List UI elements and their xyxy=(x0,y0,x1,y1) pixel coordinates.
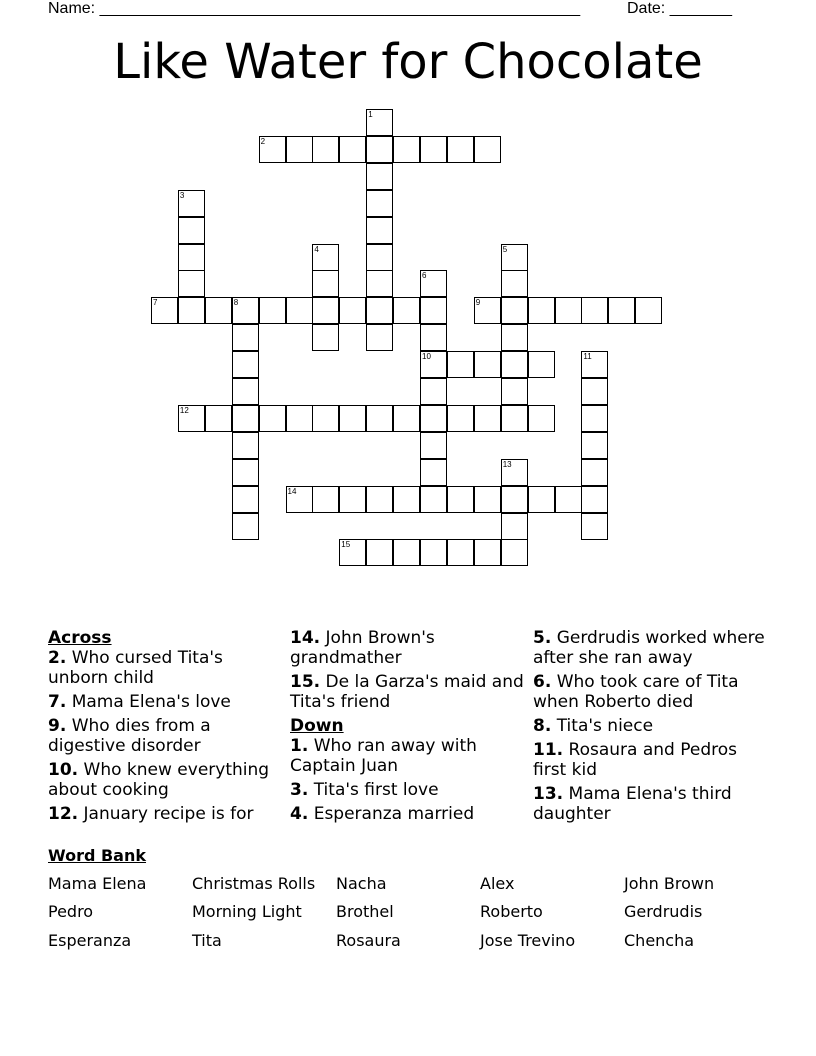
word-bank-item: Gerdrudis xyxy=(624,902,703,921)
grid-cell[interactable] xyxy=(393,405,420,432)
clue-label: 10. xyxy=(48,760,79,780)
grid-cell[interactable] xyxy=(366,136,393,163)
clue-label: 3. xyxy=(290,780,309,800)
clue-number: 1 xyxy=(368,110,373,119)
grid-cell[interactable] xyxy=(474,486,501,513)
grid-cell[interactable] xyxy=(232,459,259,486)
clue-label: 11. xyxy=(533,740,564,760)
grid-cell[interactable] xyxy=(447,539,474,566)
grid-cell[interactable] xyxy=(555,297,582,324)
word-bank-item: Roberto xyxy=(480,902,543,921)
grid-cell[interactable] xyxy=(447,405,474,432)
clue-label: 13. xyxy=(533,784,564,804)
clue-label: 2. xyxy=(48,648,67,668)
clue-label: 14. xyxy=(290,628,321,648)
grid-cell[interactable] xyxy=(501,405,528,432)
clue: 13. Mama Elena's third daughter xyxy=(533,784,732,824)
grid-cell[interactable] xyxy=(474,136,501,163)
grid-cell[interactable] xyxy=(259,405,286,432)
grid-cell[interactable] xyxy=(259,297,286,324)
grid-cell[interactable] xyxy=(232,405,259,432)
grid-cell[interactable] xyxy=(420,297,447,324)
grid-cell[interactable] xyxy=(420,432,447,459)
grid-cell[interactable] xyxy=(312,297,339,324)
clue-label: 5. xyxy=(533,628,552,648)
clue-label: 12. xyxy=(48,804,79,824)
clue-label: 9. xyxy=(48,716,67,736)
grid-cell[interactable] xyxy=(205,405,232,432)
grid-cell[interactable] xyxy=(366,190,393,217)
grid-cell[interactable] xyxy=(366,297,393,324)
grid-cell[interactable] xyxy=(528,297,555,324)
clue-number: 11 xyxy=(583,352,592,362)
grid-cell[interactable] xyxy=(339,405,366,432)
word-bank-item: Pedro xyxy=(48,902,94,921)
grid-cell[interactable] xyxy=(312,405,339,432)
down-clues xyxy=(290,736,530,824)
clues-column-1 xyxy=(48,628,288,828)
grid-cell[interactable] xyxy=(581,459,608,486)
clue-number: 15 xyxy=(341,540,351,550)
clue-number: 5 xyxy=(502,244,508,254)
grid-cell[interactable] xyxy=(232,324,259,351)
word-bank-item: Chencha xyxy=(624,931,695,950)
grid-cell[interactable] xyxy=(232,351,259,378)
grid-cell[interactable] xyxy=(232,486,259,513)
clue-number: 7 xyxy=(153,298,158,308)
grid-cell[interactable] xyxy=(474,405,501,432)
grid-cell[interactable] xyxy=(528,405,555,432)
grid-cell[interactable] xyxy=(581,297,608,324)
clue: 3. Tita's first love xyxy=(290,780,439,800)
grid-cell[interactable] xyxy=(286,405,313,432)
grid-cell[interactable] xyxy=(420,486,447,513)
clue-number: 8 xyxy=(233,298,239,308)
clue: 9. Who dies from a digestive disorder xyxy=(48,716,211,756)
grid-cell[interactable] xyxy=(178,270,205,297)
down-heading: Down xyxy=(290,716,344,736)
clue-number: 12 xyxy=(179,405,189,415)
word-bank-item: Jose Trevino xyxy=(480,931,576,950)
grid-cell[interactable] xyxy=(366,405,393,432)
grid-cell[interactable] xyxy=(178,244,205,271)
clue: 4. Esperanza married xyxy=(290,804,475,824)
clue-label: 15. xyxy=(290,672,321,692)
clue-number: 10 xyxy=(422,352,431,362)
grid-cell[interactable] xyxy=(393,297,420,324)
grid-cell[interactable] xyxy=(178,217,205,244)
grid-cell[interactable] xyxy=(312,486,339,513)
name-line[interactable]: Name: ______________________________________________________ xyxy=(48,0,581,17)
clue: 6. Who took care of Tita when Roberto died xyxy=(533,672,739,712)
grid-cell[interactable] xyxy=(501,513,528,540)
grid-cell[interactable] xyxy=(232,378,259,405)
grid-cell[interactable] xyxy=(635,297,662,324)
grid-cell[interactable] xyxy=(501,539,528,566)
grid-cell[interactable] xyxy=(286,297,313,324)
grid-cell[interactable] xyxy=(178,297,205,324)
across-clues-continued xyxy=(290,628,530,712)
clue-label: 7. xyxy=(48,692,67,712)
grid-cell[interactable] xyxy=(420,378,447,405)
grid-cell[interactable] xyxy=(528,351,555,378)
grid-cell[interactable] xyxy=(501,324,528,351)
word-bank-title: Word Bank xyxy=(48,846,147,865)
grid-cell[interactable] xyxy=(581,513,608,540)
grid-cell[interactable] xyxy=(232,432,259,459)
word-bank-item: Rosaura xyxy=(336,931,401,950)
grid-cell[interactable] xyxy=(581,378,608,405)
grid-cell[interactable] xyxy=(366,486,393,513)
clues-column-3 xyxy=(533,628,773,828)
grid-cell[interactable] xyxy=(420,539,447,566)
grid-cell[interactable] xyxy=(339,136,366,163)
clue-number: 14 xyxy=(287,486,297,496)
grid-cell[interactable] xyxy=(447,136,474,163)
grid-cell[interactable] xyxy=(420,405,447,432)
word-bank-item: Tita xyxy=(192,931,222,950)
grid-cell[interactable] xyxy=(339,486,366,513)
grid-cell[interactable] xyxy=(312,324,339,351)
word-bank-item: John Brown xyxy=(624,874,715,893)
word-bank-item: Esperanza xyxy=(48,931,132,950)
date-line[interactable]: Date: _______ xyxy=(627,0,732,17)
clue: 2. Who cursed Tita's unborn child xyxy=(48,648,223,688)
clue-label: 8. xyxy=(533,716,552,736)
clue: 1. Who ran away with Captain Juan xyxy=(290,736,477,776)
grid-cell[interactable] xyxy=(555,486,582,513)
clue-number: 9 xyxy=(475,298,481,308)
grid-cell[interactable] xyxy=(339,297,366,324)
grid-cell[interactable] xyxy=(366,324,393,351)
grid-cell[interactable] xyxy=(286,136,313,163)
clue: 12. January recipe is for xyxy=(48,804,254,824)
grid-cell[interactable] xyxy=(205,297,232,324)
grid-cell[interactable] xyxy=(528,486,555,513)
across-heading: Across xyxy=(48,628,112,648)
grid-cell[interactable] xyxy=(366,270,393,297)
grid-cell[interactable] xyxy=(366,163,393,190)
clue-number: 4 xyxy=(314,244,319,254)
grid-cell[interactable] xyxy=(501,351,528,378)
clue-number: 6 xyxy=(422,271,427,281)
clue: 10. Who knew everything about cooking xyxy=(48,760,270,800)
clue: 5. Gerdrudis worked where after she ran away xyxy=(533,628,765,668)
word-bank-item: Brothel xyxy=(336,902,394,921)
clue-label: 4. xyxy=(290,804,309,824)
grid-cell[interactable] xyxy=(366,539,393,566)
grid-cell[interactable] xyxy=(501,378,528,405)
word-bank-item: Alex xyxy=(480,874,515,893)
word-bank-item: Christmas Rolls xyxy=(192,874,316,893)
grid-cell[interactable] xyxy=(581,405,608,432)
grid-cell[interactable] xyxy=(232,513,259,540)
grid-cell[interactable] xyxy=(393,136,420,163)
clue: 11. Rosaura and Pedros first kid xyxy=(533,740,737,780)
clues-column-2 xyxy=(290,628,530,828)
clue-number: 3 xyxy=(179,190,185,200)
grid-cell[interactable] xyxy=(501,270,528,297)
grid-cell[interactable] xyxy=(420,136,447,163)
grid-cell[interactable] xyxy=(501,297,528,324)
down-clues-continued xyxy=(533,628,773,824)
grid-cell[interactable] xyxy=(366,244,393,271)
page-title: Like Water for Chocolate xyxy=(113,34,703,90)
clue: 14. John Brown's grandmather xyxy=(290,628,435,668)
grid-cell[interactable] xyxy=(393,539,420,566)
clue-label: 1. xyxy=(290,736,309,756)
grid-cell[interactable] xyxy=(474,351,501,378)
word-bank-item: Morning Light xyxy=(192,902,302,921)
clue-label: 6. xyxy=(533,672,552,692)
clue-number: 2 xyxy=(260,136,266,146)
grid-cell[interactable] xyxy=(312,270,339,297)
across-clues xyxy=(48,648,288,824)
clue: 8. Tita's niece xyxy=(533,716,654,736)
grid-cell[interactable] xyxy=(393,486,420,513)
grid-cell[interactable] xyxy=(447,486,474,513)
word-bank-item: Mama Elena xyxy=(48,874,147,893)
clue: 15. De la Garza's maid and Tita's friend xyxy=(290,672,524,712)
clue: 7. Mama Elena's love xyxy=(48,692,231,712)
grid-cell[interactable] xyxy=(447,351,474,378)
grid-cell[interactable] xyxy=(312,136,339,163)
grid-cell[interactable] xyxy=(474,539,501,566)
grid-cell[interactable] xyxy=(608,297,635,324)
clue-number: 13 xyxy=(502,459,512,469)
grid-cell[interactable] xyxy=(581,432,608,459)
grid-cell[interactable] xyxy=(420,324,447,351)
grid-cell[interactable] xyxy=(581,486,608,513)
grid-cell[interactable] xyxy=(366,217,393,244)
grid-cell[interactable] xyxy=(501,486,528,513)
grid-cell[interactable] xyxy=(420,459,447,486)
word-bank-item: Nacha xyxy=(336,874,387,893)
